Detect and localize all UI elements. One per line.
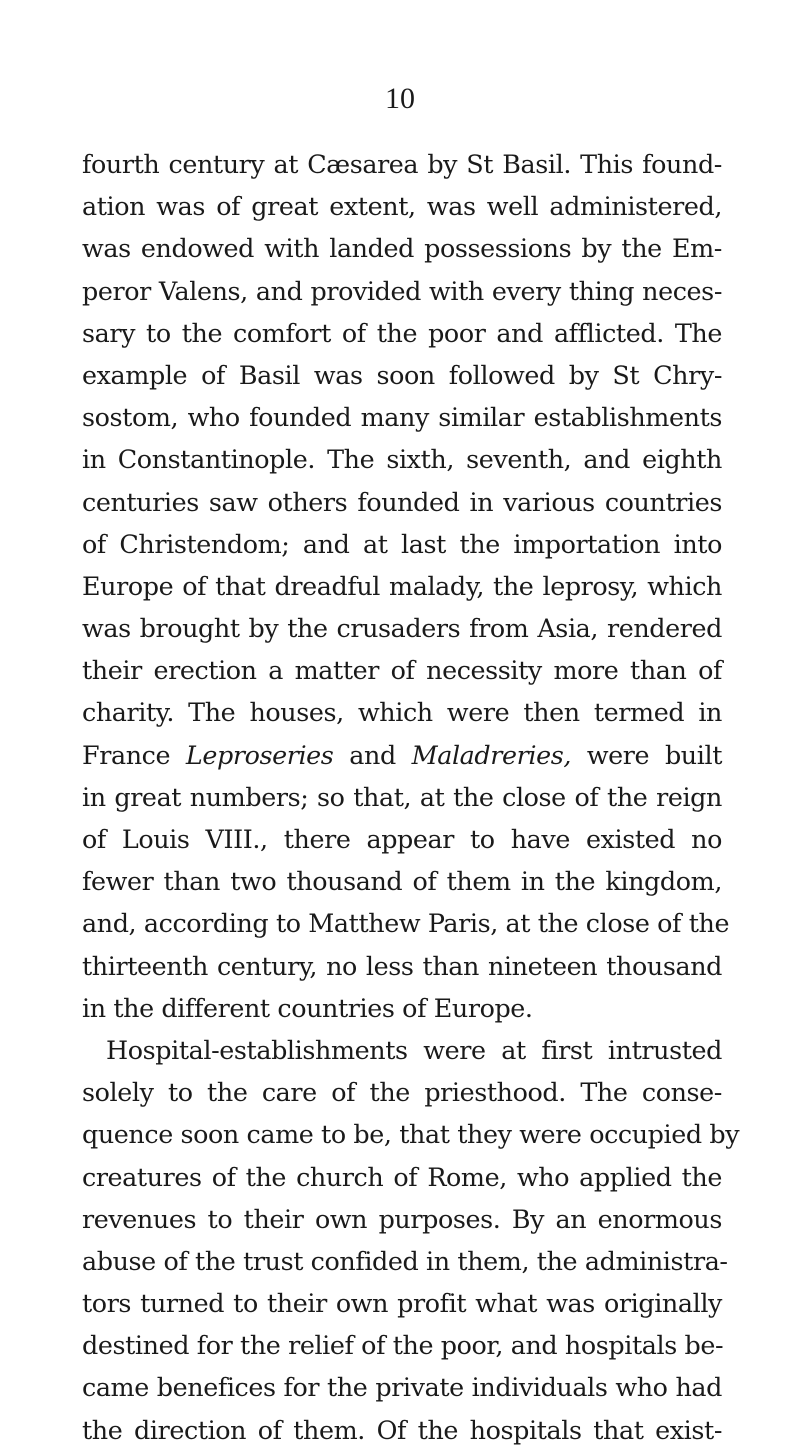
text-line: their erection a matter of necessity more than of: [82, 655, 722, 686]
text-line: of Christendom; and at last the importation into: [82, 528, 722, 559]
text-line: quence soon came to be, that they were occupied by: [82, 1119, 740, 1150]
text-line: fewer than two thousand of them in the kingdom,: [82, 866, 722, 897]
text-line: tors turned to their own profit what was originally: [82, 1288, 722, 1319]
text-line: revenues to their own purposes. By an enormous: [82, 1203, 722, 1234]
text-line: charity. The houses, which were then termed in: [82, 697, 722, 728]
text-line-with-terms: [82, 734, 722, 776]
text-line: solely to the care of the priesthood. The conse-: [82, 1077, 722, 1108]
text-line: destined for the relief of the poor, and hospitals be-: [82, 1330, 724, 1361]
text-line: Europe of that dreadful malady, the leprosy, which: [82, 570, 722, 601]
text-line: ation was of great extent, was well administered,: [82, 191, 722, 222]
text-line: Hospital-establishments were at first intrusted: [106, 1034, 722, 1065]
text-line: example of Basil was soon followed by St Chry-: [82, 359, 722, 390]
paragraph-1: [82, 143, 730, 1029]
text-line: creatures of the church of Rome, who applied the: [82, 1161, 722, 1192]
text-line: of Louis VIII., there appear to have existed no: [82, 824, 722, 854]
text-line: peror Valens, and provided with every thing neces-: [82, 275, 722, 306]
text-line: the direction of them. Of the hospitals that exist-: [82, 1414, 722, 1445]
text-line: in Constantinople. The sixth, seventh, and eighth: [82, 444, 722, 475]
text-line: thirteenth century, no less than nineteen thousand: [82, 950, 722, 981]
text-line: and, according to Matthew Paris, at the close of the: [82, 908, 730, 939]
text-line: sostom, who founded many similar establishments: [82, 402, 722, 433]
text-line: was endowed with landed possessions by the Em-: [82, 233, 722, 264]
line-segment: were built: [571, 739, 722, 770]
italic-term-leproseries: Leproseries: [185, 739, 334, 770]
line-segment: France: [82, 739, 186, 770]
body-text: [82, 143, 740, 1451]
text-line: abuse of the trust confided in them, the administra-: [82, 1245, 728, 1276]
text-line: in the different countries of Europe.: [82, 992, 533, 1023]
line-segment: and: [333, 739, 412, 770]
text-line: in great numbers; so that, at the close of the reign: [82, 781, 722, 812]
text-line: sary to the comfort of the poor and afflicted. The: [82, 317, 722, 348]
paragraph-2: [82, 1029, 740, 1451]
text-line: fourth century at Cæsarea by St Basil. This found-: [82, 149, 722, 179]
text-line: was brought by the crusaders from Asia, rendered: [82, 613, 722, 644]
text-line: came benefices for the private individuals who had: [82, 1372, 722, 1403]
page-number: 10: [385, 82, 415, 115]
text-line: centuries saw others founded in various countries: [82, 486, 722, 517]
italic-term-maladreries: Maladreries,: [411, 739, 572, 770]
